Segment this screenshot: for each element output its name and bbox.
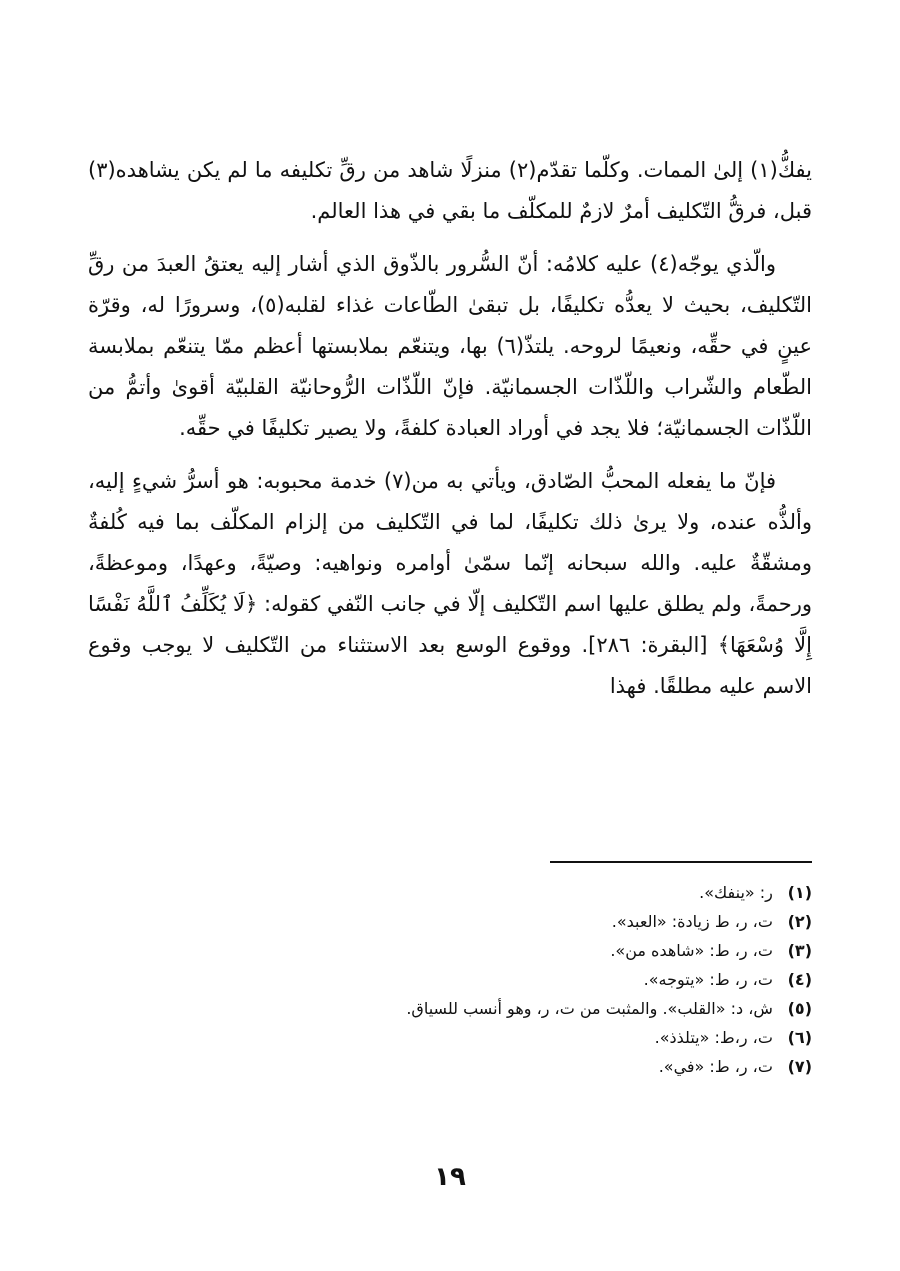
footnote-number: (٤): [787, 970, 812, 989]
main-text: [88, 150, 812, 719]
footnotes-list: [88, 878, 812, 1081]
footnote-separator: [550, 861, 812, 863]
footnote-text: ت، ر، ط: «يتوجه».: [643, 970, 773, 989]
footnote-text: ر: «ينفك».: [699, 883, 773, 902]
page-number: ١٩: [434, 1162, 466, 1192]
footnote-number: (٢): [787, 912, 812, 931]
paragraph-1: يفكُّ(١) إلىٰ الممات. وكلّما تقدّم(٢) منزلًا شاهد من رقِّ تكليفه ما لم يكن يشاهده(٣) قبل، فرقُّ التّكليف أمرٌ لازمٌ للمكلّف ما بقي في هذا العالم.: [88, 158, 812, 223]
footnote-1: [88, 878, 812, 907]
footnote-text: ت، ر، ط: «شاهده من».: [610, 941, 773, 960]
footnote-text: ت، ر،ط: «يتلذذ».: [654, 1028, 773, 1047]
footnote-6: [88, 1023, 812, 1052]
footnote-text: ت، ر، ط زيادة: «العبد».: [611, 912, 773, 931]
footnote-number: (٣): [787, 941, 812, 960]
footnote-5: [88, 994, 812, 1023]
footnote-number: (١): [787, 883, 812, 902]
paragraph-3: فإنّ ما يفعله المحبُّ الصّادق، ويأتي به من(٧) خدمة محبوبه: هو أسرُّ شيءٍ إليه، وألذُّه عنده، ولا يرىٰ ذلك تكليفًا، لما في التّكليف من إلزام المكلّف بما فيه كُلفةٌ ومشقّةٌ عليه. والله سبحانه إنّما سمّىٰ أوامره ونواهيه: وصيّةً، وعهدًا، وموعظةً، ورحمةً، ولم يطلق عليها اسم التّكليف إلّا في جانب النّفي كقوله: ﴿لَا يُكَلِّفُ ٱللَّهُ نَفْسًا إِلَّا وُسْعَهَا﴾ [البقرة: ٢٨٦]. ووقوع الوسع بعد الاستثناء من التّكليف لا يوجب وقوع الاسم عليه مطلقًا. فهذا: [88, 469, 812, 698]
footnote-number: (٦): [787, 1028, 812, 1047]
footnote-4: [88, 965, 812, 994]
footnote-3: [88, 936, 812, 965]
footnote-text: ت، ر، ط: «في».: [658, 1057, 773, 1076]
footnote-text: ش، د: «القلب». والمثبت من ت، ر، وهو أنسب للسياق.: [406, 999, 773, 1018]
footnote-2: [88, 907, 812, 936]
footnote-7: [88, 1052, 812, 1081]
footnote-number: (٥): [787, 999, 812, 1018]
footnote-number: (٧): [787, 1057, 812, 1076]
paragraph-2: والّذي يوجّه(٤) عليه كلامُه: أنّ السُّرور بالذّوق الذي أشار إليه يعتقُ العبدَ من رقِّ التّكليف، بحيث لا يعدُّه تكليفًا، بل تبقىٰ الطّاعات غذاء لقلبه(٥)، وسرورًا له، وقرّة عينٍ في حقِّه، ونعيمًا لروحه. يلتذّ(٦) بها، ويتنعّم بملابستها أعظم ممّا يتنعّم بملابسة الطّعام والشّراب واللّذّات الجسمانيّة. فإنّ اللّذّات الرُّوحانيّة القلبيّة أقوىٰ وأتمُّ من اللّذّات الجسمانيّة؛ فلا يجد في أوراد العبادة كلفةً، ولا يصير تكليفًا في حقِّه.: [88, 252, 813, 440]
